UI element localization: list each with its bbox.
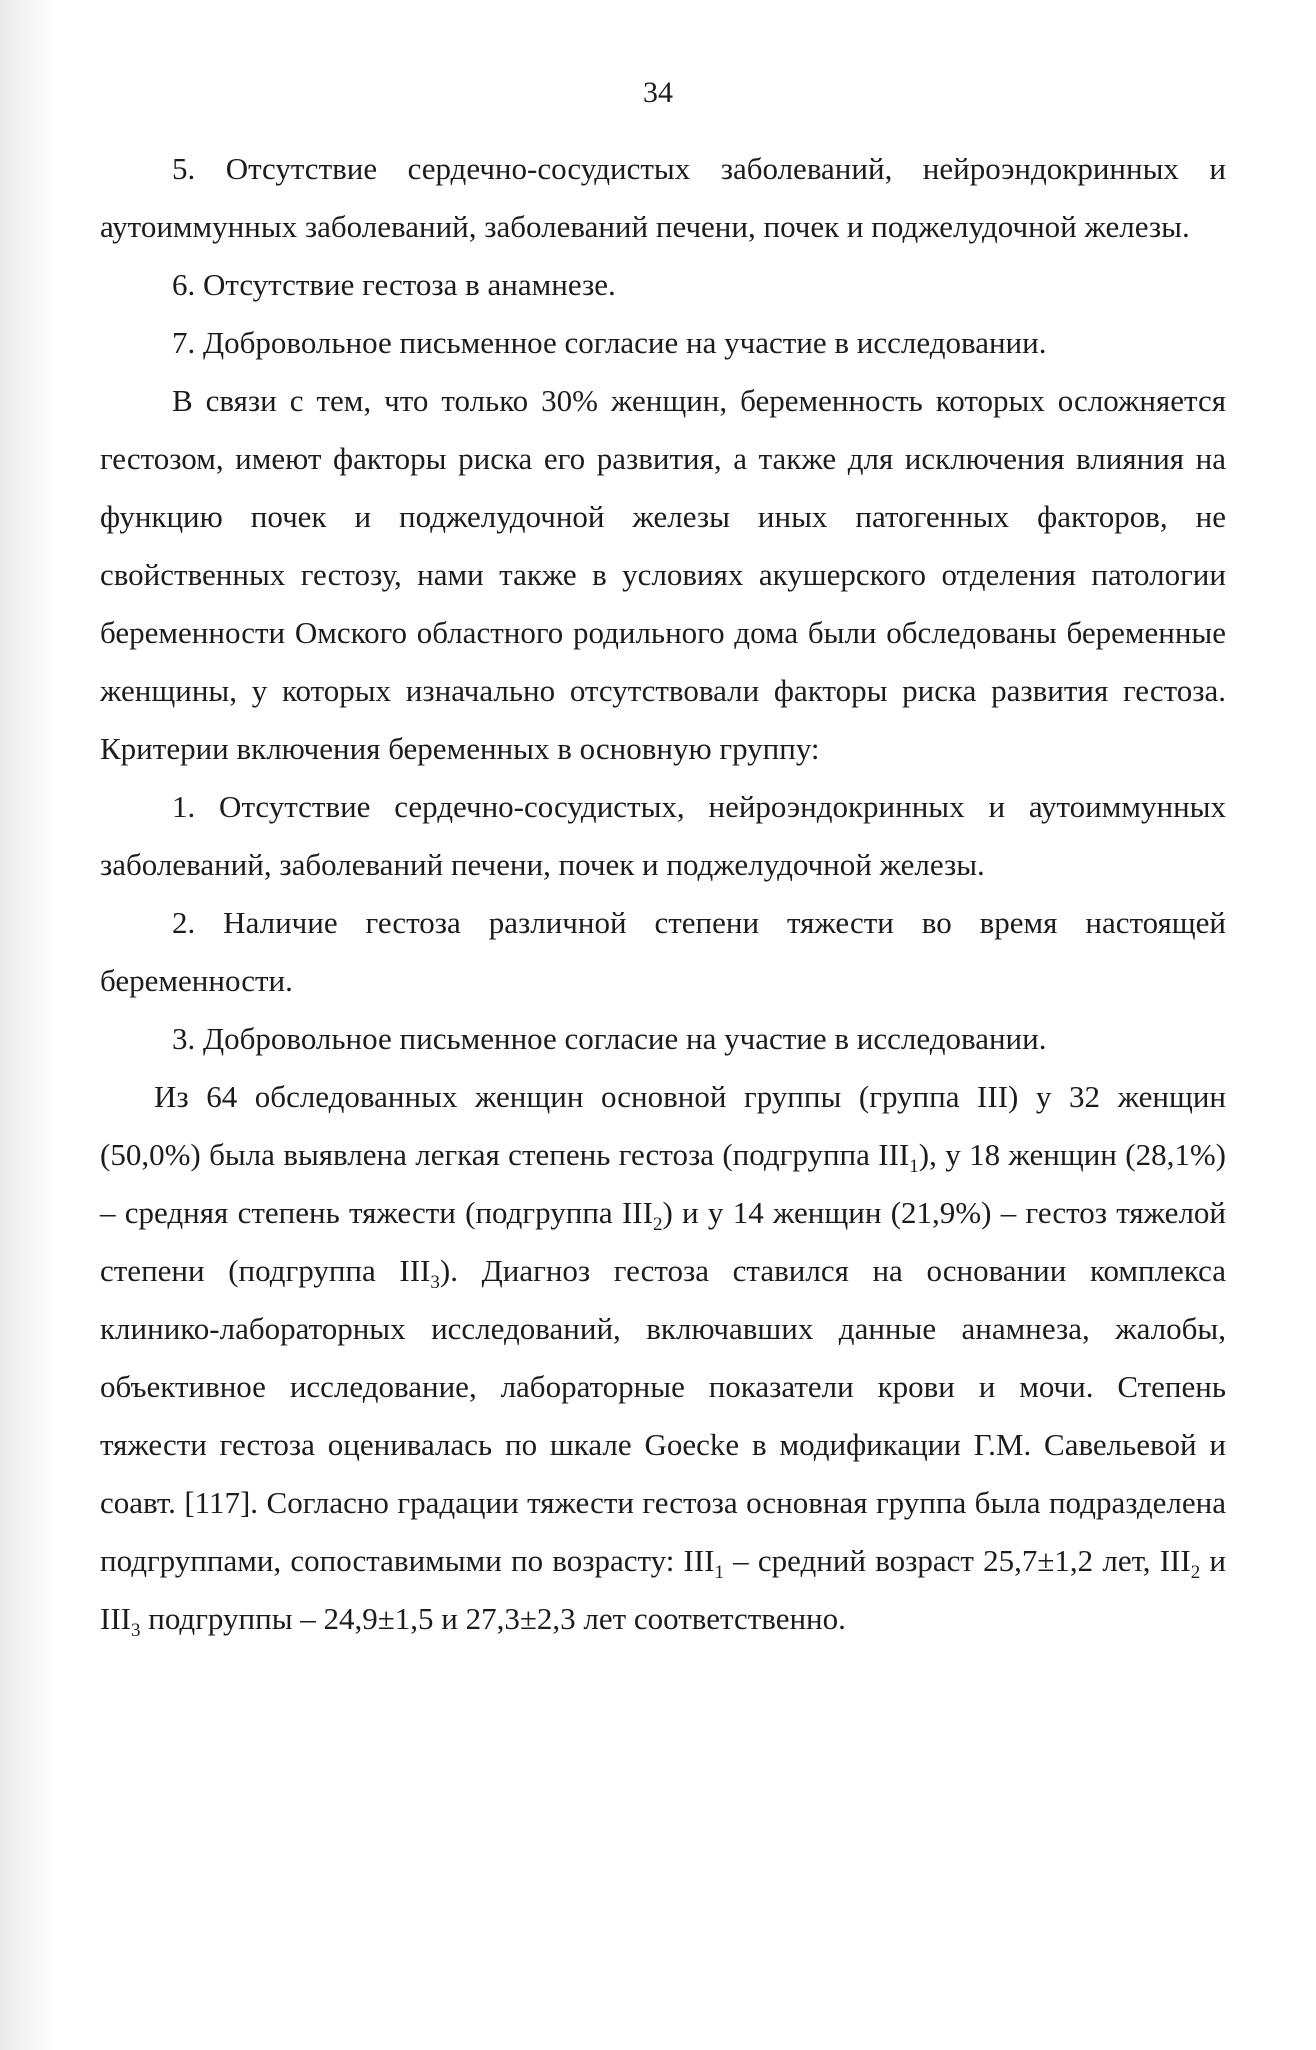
text-run: Из 64 обследованных женщин основной группы (группа III) у 32 женщин (50,0%) была выявлена легкая степень гестоза (подгруппа III <box>100 1079 1226 1172</box>
criteria-item-2: 2. Наличие гестоза различной степени тяжести во время настоящей беременности. <box>100 905 1226 998</box>
list-item-7: 7. Добровольное письменное согласие на участие в исследовании. <box>172 325 1047 360</box>
subscript: 3 <box>130 1620 141 1642</box>
subscript: 2 <box>1190 1562 1201 1584</box>
paragraph-risk-factors: В связи с тем, что только 30% женщин, беременность которых осложняется гестозом, имеют факторы риска его развития, а также для исключения влияния на функцию почек и поджелудочной железы иных патогенных факторов, не свойственных гестозу, нами также в условиях акушерского отделения патологии беременности Омского областного родильного дома были обследованы беременные женщины, у которых изначально отсутствовали факторы риска развития гестоза. Критерии включения беременных в основную группу: <box>100 383 1226 766</box>
subscript: 2 <box>652 1214 663 1236</box>
paragraph-main-group <box>100 1068 1226 1648</box>
text-run: ), у 18 женщин (28,1%) – средняя степень тяжести (подгруппа III <box>100 1137 1227 1230</box>
text-run: – средний возраст 25,7±1,2 лет, III <box>723 1543 1191 1578</box>
page-number: 34 <box>643 76 673 109</box>
subscript: 3 <box>430 1272 440 1294</box>
criteria-item-1: 1. Отсутствие сердечно-сосудистых, нейроэндокринных и аутоиммунных заболеваний, заболеваний печени, почек и поджелудочной железы. <box>100 789 1226 882</box>
text-run: ) и у 14 женщин (21,9%) – гестоз тяжелой степени (подгруппа III <box>100 1195 1227 1288</box>
list-item-5: 5. Отсутствие сердечно-сосудистых заболеваний, нейроэндокринных и аутоиммунных заболеваний, заболеваний печени, почек и поджелудочной железы. <box>100 151 1226 244</box>
subscript: 1 <box>714 1562 724 1584</box>
body-text <box>100 140 1226 1648</box>
text-run: ). Диагноз гестоза ставился на основании комплекса клинико-лабораторных исследований, включавших данные анамнеза, жалобы, объективное исследование, лабораторные показатели крови и мочи. Степень тяжести гестоза оценивалась по шкале Goecke в модификации Г.М. Савельевой и соавт. [117]. Согласно градации тяжести гестоза основная группа была подразделена подгруппами, сопоставимыми по возрасту: III <box>100 1253 1226 1578</box>
list-item-6: 6. Отсутствие гестоза в анамнезе. <box>172 267 616 302</box>
subscript: 1 <box>909 1156 919 1178</box>
text-run: подгруппы – 24,9±1,5 и 27,3±2,3 лет соответственно. <box>140 1601 846 1636</box>
criteria-item-3: 3. Добровольное письменное согласие на участие в исследовании. <box>172 1021 1047 1056</box>
text-run: и III <box>100 1543 1226 1636</box>
scan-shadow <box>0 0 60 2050</box>
